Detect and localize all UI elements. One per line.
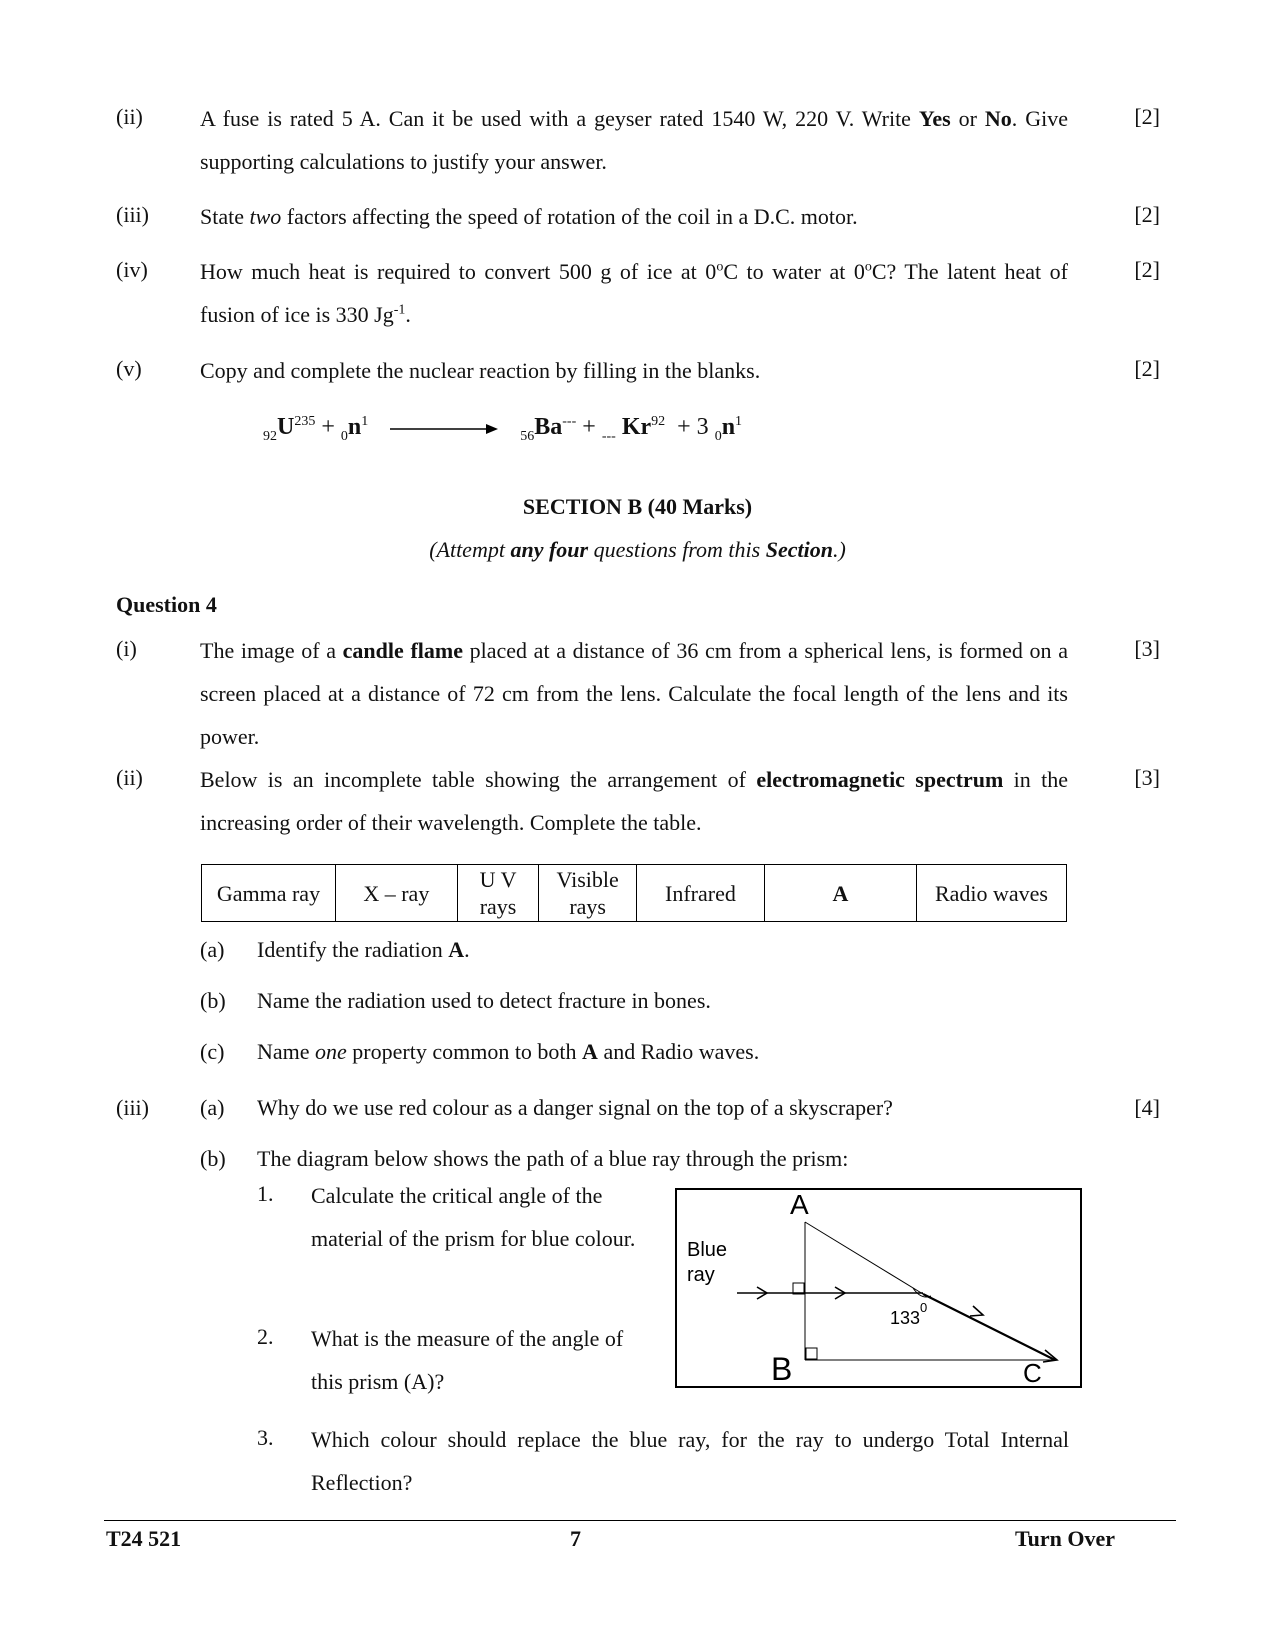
nuclear-equation: $_{92}U^{235} + _0n^1_{56}Ba^{---} + _{---}$ Kr$^{92}$ + 3 $_0n^1$ (263, 414, 743, 444)
sub-label: (b) (200, 988, 226, 1013)
table-cell: Radio waves (916, 865, 1066, 922)
sub-label: (b) (200, 1146, 226, 1171)
table-cell: U V rays (457, 865, 539, 922)
part-text: Which colour should replace the blue ray, for the ray to undergo Total Internal Reflection? (311, 1427, 1069, 1495)
page-number: 7 (570, 1526, 581, 1551)
sub-text: Identify the radiation A. (257, 937, 470, 962)
question-text: The image of a candle flame placed at a distance of 36 cm from a spherical lens, is formed on a screen placed at a distance of 72 cm from the lens. Calculate the focal length of the lens and its power. (200, 638, 1068, 749)
right-angle-mark (806, 1348, 817, 1359)
turn-over: Turn Over (1015, 1526, 1116, 1551)
table-cell: X – ray (335, 865, 457, 922)
item-number: (i) (116, 636, 137, 661)
arrow-icon (970, 1306, 983, 1316)
item-number: (iii) (116, 1095, 149, 1120)
part-number: 2. (257, 1324, 274, 1349)
sub-label: (a) (200, 1095, 225, 1120)
footer-rule (104, 1520, 1176, 1521)
sub-text: The diagram below shows the path of a blue ray through the prism: (257, 1146, 849, 1171)
question-text: A fuse is rated 5 A. Can it be used with a geyser rated 1540 W, 220 V. Write Yes or No. Give supporting calculations to justify your answer. (200, 106, 1069, 174)
ray-label: Blue (687, 1239, 728, 1261)
section-title: SECTION B (40 Marks) (522, 494, 753, 519)
emergent-ray (923, 1294, 1055, 1360)
table-cell: Visible rays (539, 865, 637, 922)
part-text: What is the measure of the angle of this prism (A)? (311, 1326, 624, 1394)
item-number: (v) (116, 356, 142, 381)
ray-label: ray (687, 1264, 715, 1286)
table-cell: Infrared (637, 865, 765, 922)
angle-label-degree: 0 (920, 1300, 928, 1315)
question-text: State two factors affecting the speed of rotation of the coil in a D.C. motor. (200, 204, 858, 229)
sub-text: Why do we use red colour as a danger signal on the top of a skyscraper? (257, 1095, 893, 1120)
prism-diagram (675, 1188, 1082, 1388)
question-text: Copy and complete the nuclear reaction by filling in the blanks. (200, 358, 761, 383)
section-instruction: (Attempt any four questions from this Section.) (429, 537, 846, 562)
angle-label: 133 (890, 1308, 921, 1328)
item-number: (ii) (116, 765, 143, 790)
table-row (202, 865, 1067, 922)
item-number: (ii) (116, 104, 143, 129)
marks: [3] (1134, 765, 1160, 790)
marks: [4] (1134, 1095, 1160, 1120)
vertex-c-label: C (1023, 1358, 1042, 1386)
question-text: How much heat is required to convert 500 g of ice at 0$^o$C to water at 0$^o$C? The latent heat of fusion of ice is 330 $Jg^{-1}$. (200, 259, 1068, 327)
item-number: (iv) (116, 257, 148, 282)
sub-text: Name the radiation used to detect fracture in bones. (257, 988, 711, 1013)
part-number: 1. (257, 1181, 274, 1206)
sub-label: (a) (200, 937, 225, 962)
prism-side-ac (805, 1222, 923, 1294)
marks: [2] (1134, 202, 1160, 227)
marks: [2] (1134, 257, 1160, 282)
marks: [3] (1134, 636, 1160, 661)
marks: [2] (1134, 356, 1160, 381)
vertex-a-label: A (790, 1190, 809, 1220)
arrow-icon (390, 415, 498, 442)
part-text: Calculate the critical angle of the material of the prism for blue colour. (311, 1183, 636, 1251)
item-number: (iii) (116, 202, 149, 227)
table-cell: A (764, 865, 916, 922)
table-cell: Gamma ray (202, 865, 336, 922)
question-heading: Question 4 (116, 592, 217, 617)
spectrum-table (201, 864, 1067, 922)
vertex-b-label: B (771, 1351, 793, 1386)
paper-code: T24 521 (106, 1526, 182, 1551)
sub-text: Name one property common to both A and Radio waves. (257, 1039, 760, 1064)
sub-label: (c) (200, 1039, 225, 1064)
marks: [2] (1134, 104, 1160, 129)
part-number: 3. (257, 1425, 274, 1450)
question-text: Below is an incomplete table showing the arrangement of electromagnetic spectrum in the increasing order of their wavelength. Complete the table. (200, 767, 1068, 835)
